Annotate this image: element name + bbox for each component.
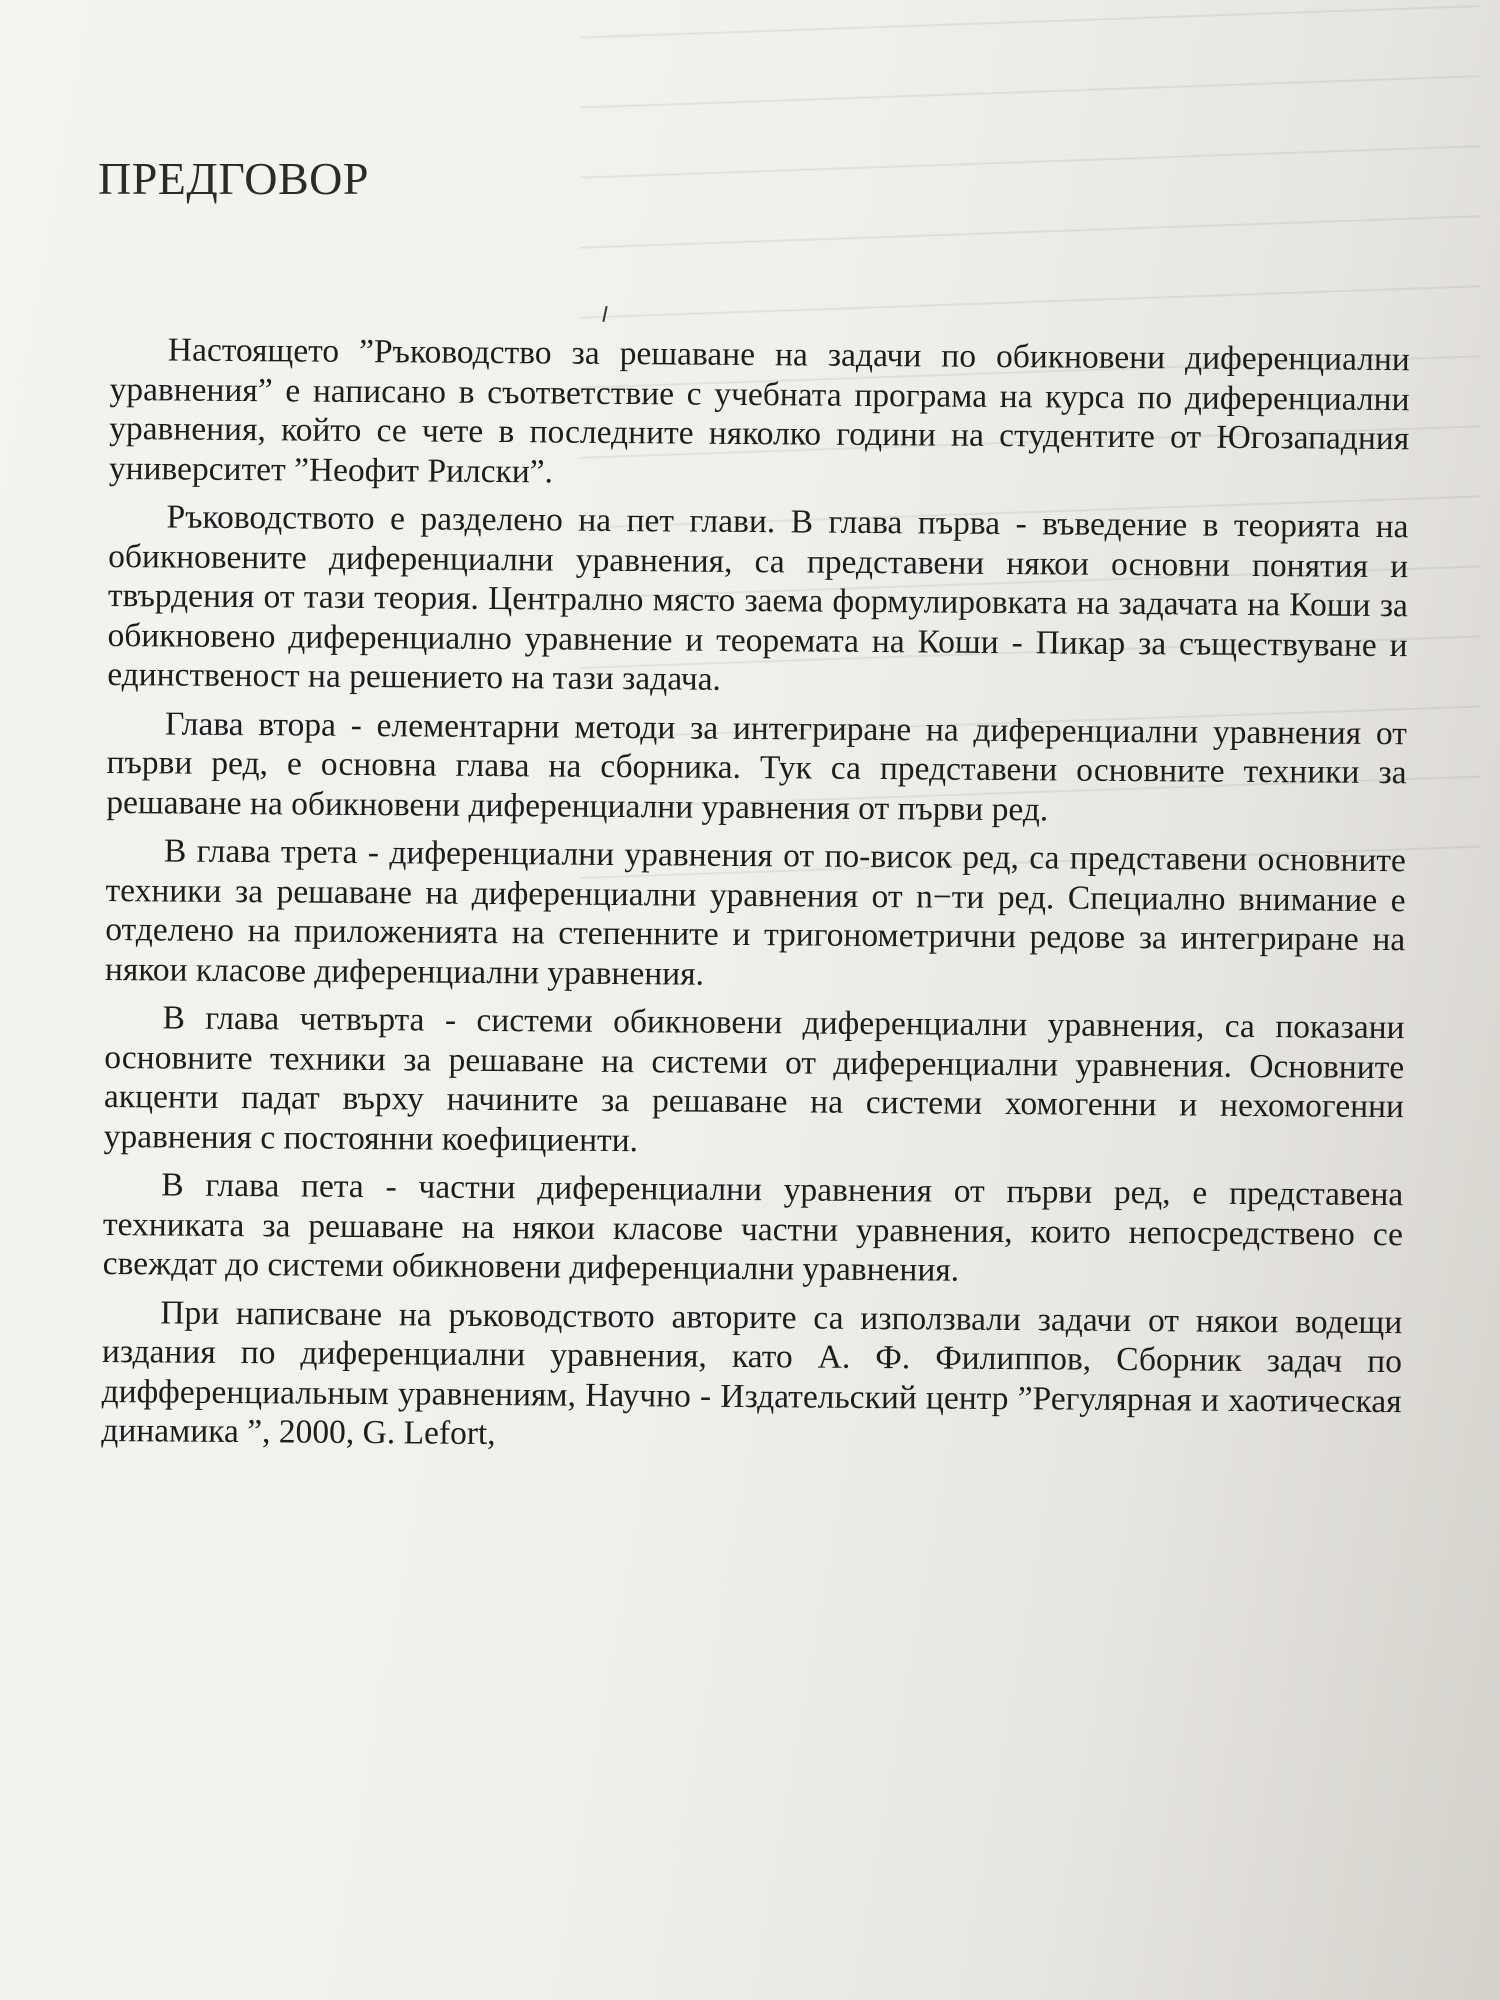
page-title: ПРЕДГОВОР	[98, 153, 369, 204]
paragraph-chapter-three: В глава трета - диференциални уравнения от по-висок ред, са представени основните техники за решаване на диференциални уравнения от n−ти ред. Специално внимание е отделено на приложенията на степенните и тригонометрични редове за интегриране на някои класове диференциални уравнения.	[104, 832, 1407, 993]
paragraph-intro: Настоящето ”Ръководство за решаване на задачи по обикновени диференциални уравнения” е написано в съответствие с учебната програма на курса по диференциални уравнения, който се чете в последните няколко години на студентите от Югозападния университет ”Неофит Рилски”.	[108, 331, 1410, 490]
preface-body	[101, 330, 1410, 1461]
paragraph-chapter-two: Глава втора - елементарни методи за интегриране на диференциални уравнения от първи ред, е основна глава на сборника. Тук са представени основните техники за решаване на обикновени диференциални уравнения от първи ред.	[106, 704, 1408, 828]
paragraph-chapter-five: В глава пета - частни диференциални уравнения от първи ред, е представена техниката за решаване на някои класове частни уравнения, които непосредствено се свеждат до системи обикновени диференциални уравнения.	[102, 1166, 1404, 1289]
paragraph-chapter-four: В глава четвърта - системи обикновени диференциални уравнения, са показани основните техники за решаване на системи от диференциални уравнения. Основните акценти падат върху начините за решаване на системи хомогенни и нехомогенни уравнения с постоянни коефициенти.	[103, 999, 1405, 1159]
paragraph-sources: При написване на ръководството авторите са използвали задачи от някои водещи издания по диференциални уравнения, като А. Ф. Филиппов, Сборник задач по дифференциальным уравнениям, Научно - Издательский центр ”Регулярная и хаотическая динамика ”, 2000, G. Lefort,	[101, 1293, 1403, 1453]
paragraph-structure: Ръководството е разделено на пет глави. В глава първа - въведение в теорията на обикновените диференциални уравнения, са представени някои основни понятия и твърдения от тази теория. Централно място заема формулировката на задачата на Коши за обикновено диференциално уравнение и теоремата на Коши - Пикар за съществуване и единственост на решението на тази задача.	[107, 498, 1409, 698]
